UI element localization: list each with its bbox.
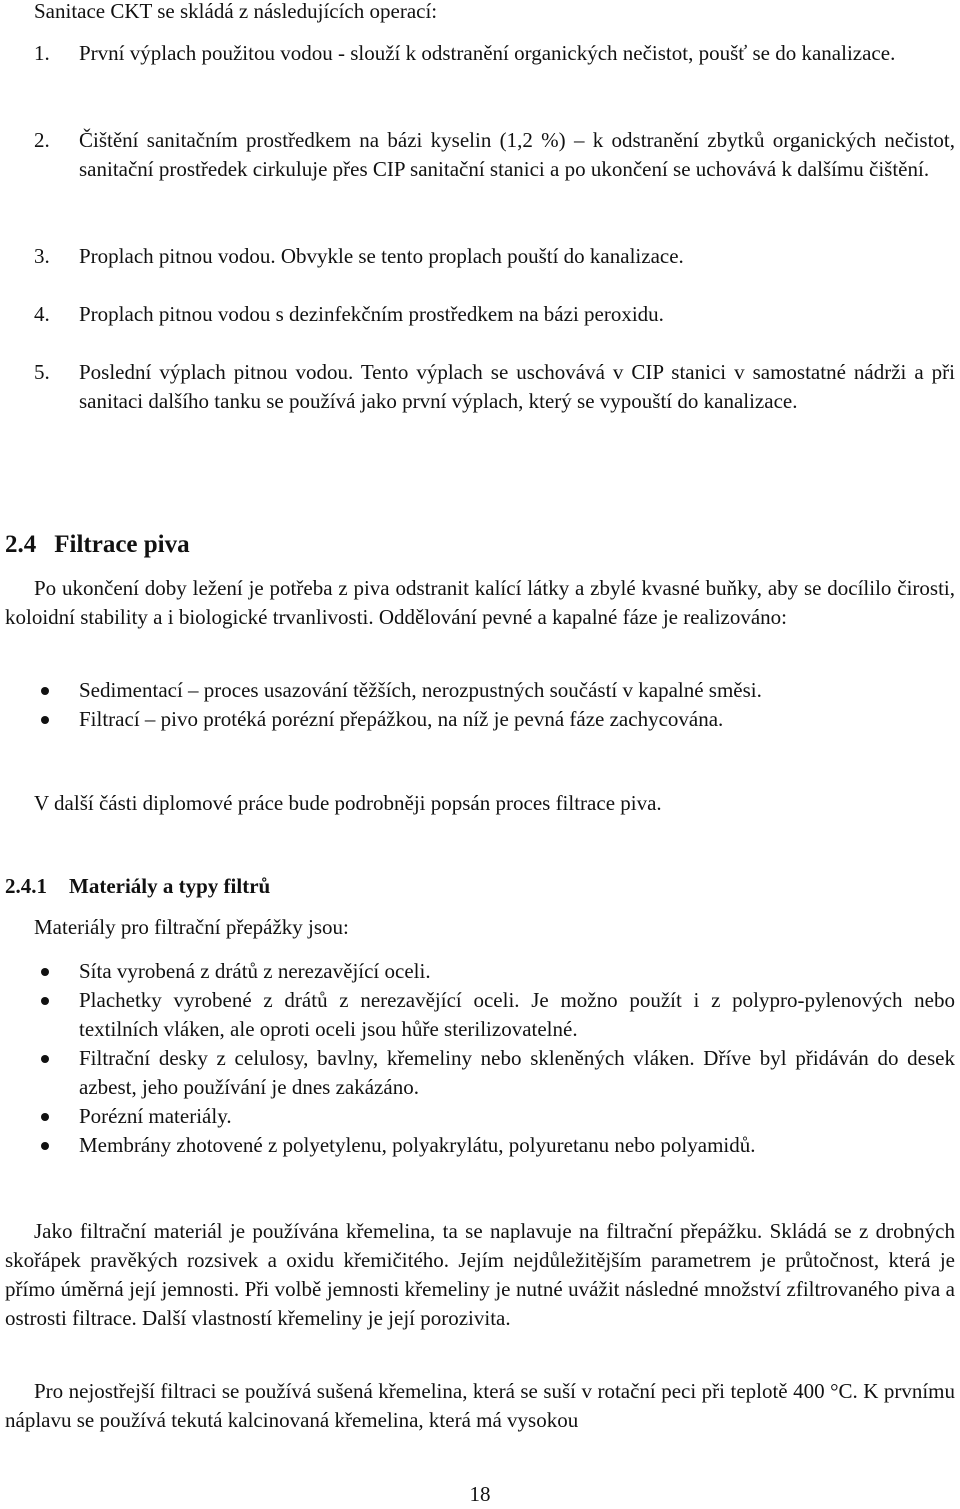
section-paragraph: Po ukončení doby ležení je potřeba z piva odstranit kalící látky a zbylé kvasné buňky, aby se docílilo čirosti, koloidní stability a i biologické trvanlivosti. Oddělování pevné a kapalné fáze je realizováno: xyxy=(5,576,955,629)
list-item xyxy=(34,358,954,445)
subsection-paragraph-2: Pro nejostřejší filtraci se používá sušená křemelina, která se suší v rotační peci při teplotě 400 °C. K prvnímu náplavu se používá tekutá kalcinovaná křemelina, která má vysokou xyxy=(5,1379,955,1432)
list-text: Čištění sanitačním prostředkem na bázi kyselin (1,2 %) – k odstranění zbytků organických nečistot, sanitační prostředek cirkuluje přes CIP sanitační stanici a po ukončení se uchovává k dalšímu čištění. xyxy=(79,128,955,181)
list-number: 3. xyxy=(34,244,50,268)
list-text: Proplach pitnou vodou. Obvykle se tento proplach pouští do kanalizace. xyxy=(79,244,684,268)
list-text: Plachetky vyrobené z drátů z nerezavějící oceli. Je možno použít i z polypro-pylenových nebo textilních vláken, ale oproti oceli jsou hůře sterilizovatelné. xyxy=(79,988,955,1041)
page-number: 18 xyxy=(469,1482,491,1506)
list-text: Proplach pitnou vodou s dezinfekčním prostředkem na bázi peroxidu. xyxy=(79,302,664,326)
subsection-heading xyxy=(5,872,605,901)
list-item xyxy=(34,986,954,1044)
section-number: 2.4 xyxy=(5,531,37,558)
list-item xyxy=(34,1044,954,1102)
intro-text: Sanitace CKT se skládá z následujících operací: xyxy=(34,0,438,23)
list-item xyxy=(34,1102,954,1131)
subsection-intro: Materiály pro filtrační přepážky jsou: xyxy=(34,915,349,939)
subsection-title: Materiály a typy filtrů xyxy=(69,874,271,898)
section-title: Filtrace piva xyxy=(54,531,190,558)
list-text: Poslední výplach pitnou vodou. Tento výplach se uschovává v CIP stanici v samostatné nádrži a při sanitaci dalšího tanku se používá jako první výplach, který se vypouští do kanalizace. xyxy=(79,360,955,413)
list-item xyxy=(34,126,954,213)
bullet-icon xyxy=(41,1055,49,1063)
subsection-paragraph-1: Jako filtrační materiál je používána křemelina, ta se naplavuje na filtrační přepážku. Skládá se z drobných skořápek pravěkých rozsivek a oxidu křemičitého. Jejím nejdůležitějším parametrem je průtočnost, která je přímo úměrná její jemnosti. Při volbě jemnosti křemeliny je nutné uvážit následné množství zfiltrovaného piva a ostrosti filtrace. Další vlastností křemeliny je její porozivita. xyxy=(5,1219,955,1330)
list-number: 1. xyxy=(34,41,50,65)
list-text: Filtrační desky z celulosy, bavlny, křemeliny nebo skleněných vláken. Dříve byl přidáván do desek azbest, jeho používání je dnes zakázáno. xyxy=(79,1046,955,1099)
bullet-icon xyxy=(41,1113,49,1121)
list-text: Porézní materiály. xyxy=(79,1104,232,1128)
section-heading xyxy=(5,530,605,559)
subsection-number: 2.4.1 xyxy=(5,874,47,898)
bullet-icon xyxy=(41,968,49,976)
bullet-icon xyxy=(41,716,49,724)
list-item xyxy=(34,242,954,271)
list-number: 2. xyxy=(34,128,50,152)
list-text: Membrány zhotovené z polyetylenu, polyakrylátu, polyuretanu nebo polyamidů. xyxy=(79,1133,756,1157)
list-item xyxy=(34,957,954,986)
list-text: První výplach použitou vodou - slouží k odstranění organických nečistot, poušť se do kanalizace. xyxy=(79,41,896,65)
list-number: 4. xyxy=(34,302,50,326)
list-item xyxy=(34,705,954,734)
list-item xyxy=(34,676,954,705)
list-text: Sedimentací – proces usazování těžších, nerozpustných součástí v kapalné směsi. xyxy=(79,678,762,702)
list-text: Filtrací – pivo protéká porézní přepážkou, na níž je pevná fáze zachycována. xyxy=(79,707,724,731)
bullet-icon xyxy=(41,687,49,695)
list-item xyxy=(34,300,954,329)
list-item xyxy=(34,39,954,97)
section-note: V další části diplomové práce bude podrobněji popsán proces filtrace piva. xyxy=(34,791,662,815)
list-item xyxy=(34,1131,954,1160)
bullet-icon xyxy=(41,1142,49,1150)
list-number: 5. xyxy=(34,360,50,384)
bullet-icon xyxy=(41,997,49,1005)
list-text: Síta vyrobená z drátů z nerezavějící oceli. xyxy=(79,959,431,983)
